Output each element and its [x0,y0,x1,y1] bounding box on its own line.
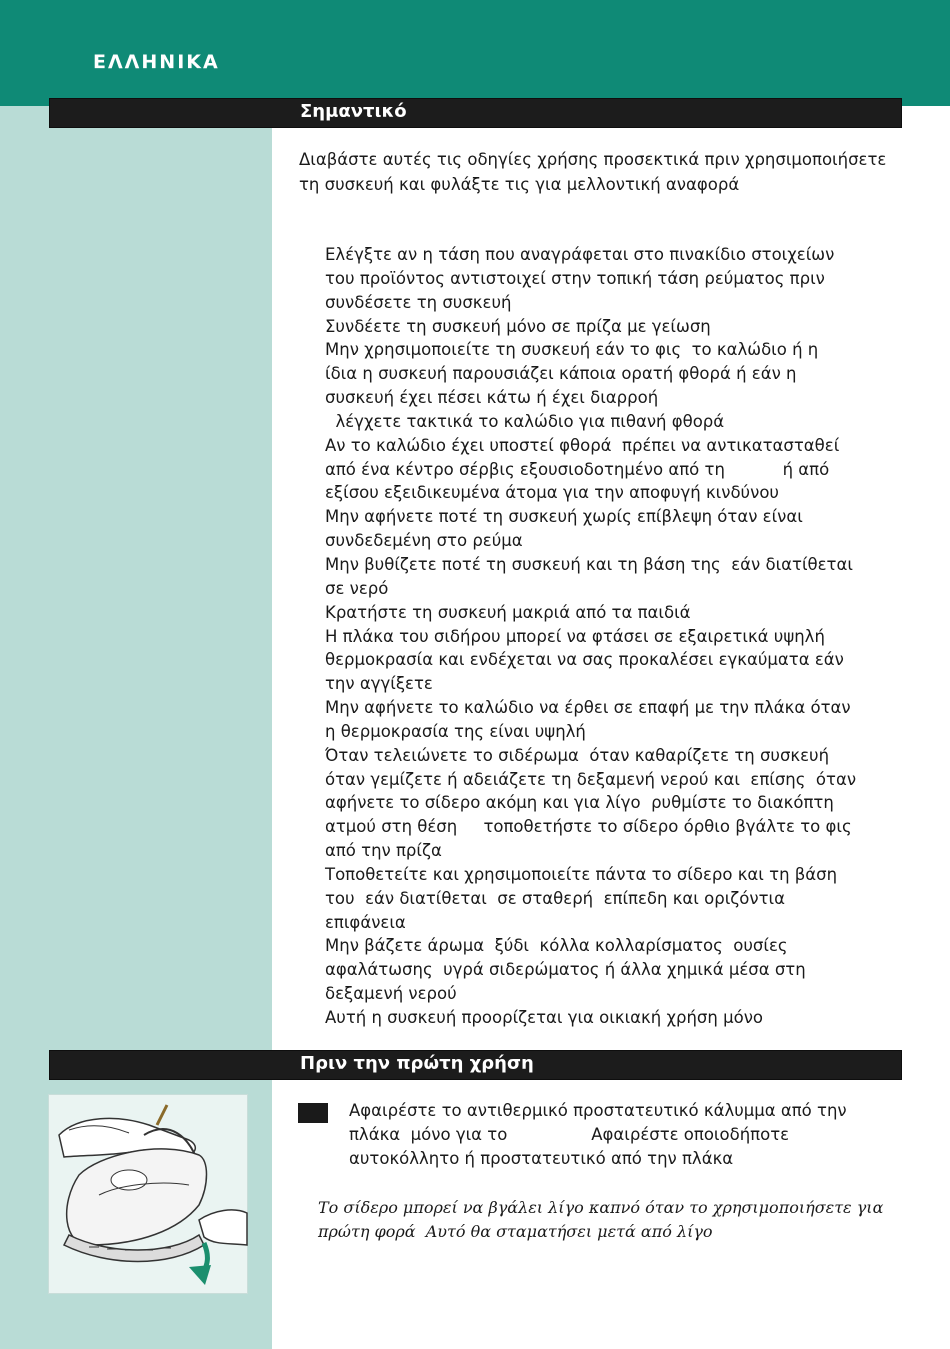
instruction-line: Μην αφήνετε ποτέ τη συσκευή χωρίς επίβλεψη όταν είναι [325,507,803,527]
instruction-line: Μην αφήνετε το καλώδιο να έρθει σε επαφή με την πλάκα όταν [325,698,851,718]
instruction-line: Συνδέετε τη συσκευή μόνο σε πρίζα με γείωση [325,316,711,336]
iron-soleplate-cover-removal-icon [49,1095,249,1295]
instruction-line: αφαλάτωσης υγρά σιδερώματος ή άλλα χημικά μέσα στη [325,960,806,980]
safety-instructions-list [325,243,910,1030]
instruction-line: Κρατήστε τη συσκευή μακριά από τα παιδιά [325,602,691,622]
first-use-note [318,1196,918,1244]
instruction-line: όταν γεμίζετε ή αδειάζετε τη δεξαμενή νερού και επίσης όταν [325,769,857,789]
instruction-line: επιφάνεια [325,912,406,932]
instruction-line: Αυτή η συσκευή προορίζεται για οικιακή χρήση μόνο [325,1008,763,1027]
instruction-line: την αγγίξετε [325,674,433,694]
instruction-line: του εάν διατίθεται σε σταθερή επίπεδη και οριζόντια [325,888,785,908]
step-line: αυτοκόλλητο ή προστατευτικό από την πλάκα [349,1149,734,1168]
instruction-line: λέγχετε τακτικά το καλώδιο για πιθανή φθορά [325,411,725,431]
instruction-line: του προϊόντος αντιστοιχεί στην τοπική τάση ρεύματος πριν [325,268,825,288]
first-use-step [349,1099,909,1171]
section-header-first-use [49,1050,902,1080]
instruction-line: Αν το καλώδιο έχει υποστεί φθορά πρέπει να αντικατασταθεί [325,435,840,455]
section-title-important: Σημαντικό [300,101,407,122]
instruction-line: αφήνετε το σίδερο ακόμη και για λίγο ρυθμίστε το διακόπτη [325,793,834,813]
instruction-line: θερμοκρασία και ενδέχεται να σας προκαλέσει εγκαύματα εάν [325,650,844,670]
instruction-line: Ελέγξτε αν η τάση που αναγράφεται στο πινακίδιο στοιχείων [325,245,835,264]
instruction-line: συνδέσετε τη συσκευή [325,292,512,312]
instruction-line: από ένα κέντρο σέρβις εξουσιοδοτημένο από τη ή από [325,459,830,479]
instruction-line: σε νερό [325,578,389,598]
section-header-important [49,98,902,128]
step-marker-box [298,1103,328,1123]
instruction-line: Η πλάκα του σιδήρου μπορεί να φτάσει σε εξαιρετικά υψηλή [325,626,825,646]
instruction-line: συσκευή έχει πέσει κάτω ή έχει διαρροή [325,388,659,408]
instruction-line: συνδεδεμένη στο ρεύμα [325,531,523,551]
iron-illustration [48,1094,248,1294]
instruction-line: Όταν τελειώνετε το σιδέρωμα όταν καθαρίζετε τη συσκευή [325,745,830,765]
note-line: Το σίδερο μπορεί να βγάλει λίγο καπνό όταν το χρησιμοποιήσετε για [318,1198,884,1217]
instruction-line: εξίσου εξειδικευμένα άτομα για την αποφυγή κινδύνου [325,483,779,503]
instruction-line: Μην χρησιμοποιείτε τη συσκευή εάν το φις το καλώδιο ή η [325,340,819,360]
step-line: πλάκα μόνο για το Αφαιρέστε οποιοδήποτε [349,1125,790,1144]
instruction-line: Μην βάζετε άρωμα ξύδι κόλλα κολλαρίσματος ουσίες [325,936,788,956]
section-title-first-use: Πριν την πρώτη χρήση [300,1053,534,1074]
language-label: ΕΛΛΗΝΙΚΑ [93,51,220,73]
instruction-line: η θερμοκρασία της είναι υψηλή [325,721,586,741]
instruction-line: Τοποθετείτε και χρησιμοποιείτε πάντα το σίδερο και τη βάση [325,864,838,884]
instruction-line: ίδια η συσκευή παρουσιάζει κάποια ορατή φθορά ή εάν η [325,364,797,384]
header-band [0,0,950,106]
instruction-line: δεξαμενή νερού [325,984,457,1004]
instruction-line: από την πρίζα [325,841,442,861]
instruction-line: Μην βυθίζετε ποτέ τη συσκευή και τη βάση της εάν διατίθεται [325,554,853,574]
instruction-line: ατμού στη θέση τοποθετήστε το σίδερο όρθιο βγάλτε το φις [325,817,852,837]
step-line: Αφαιρέστε το αντιθερμικό προστατευτικό κάλυμμα από την [349,1101,847,1120]
intro-paragraph: Διαβάστε αυτές τις οδηγίες χρήσης προσεκτικά πριν χρησιμοποιήσετε τη συσκευή και φυλάξτε τις για μελλοντική αναφορά [299,150,887,194]
note-line: πρώτη φορά Αυτό θα σταματήσει μετά από λίγο [318,1222,713,1241]
